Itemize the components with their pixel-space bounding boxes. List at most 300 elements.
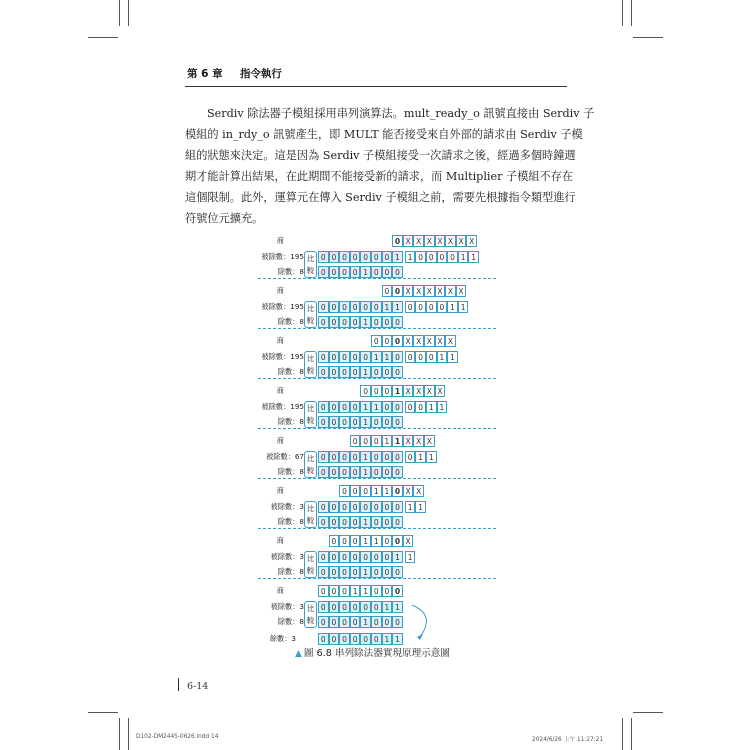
dividend-bit: 1	[426, 401, 437, 413]
divisor-bit: 0	[339, 416, 350, 428]
compare-bracket	[304, 551, 317, 578]
compare-bracket	[304, 451, 317, 478]
body-line-3: 組的狀態來決定。這是因為 Serdiv 子模組接受一次請求之後，經過多個時鐘週	[185, 149, 576, 162]
dividend-bit: 0	[339, 251, 350, 263]
compare-label-top: 比	[306, 404, 315, 413]
body-paragraph	[185, 103, 595, 229]
caption-text: 圖 6.8 串列除法器實現原理示意圖	[303, 648, 450, 659]
quotient-bit: 1	[371, 535, 382, 547]
dividend-label: 被除數：195	[261, 252, 304, 261]
dividend-bit: 0	[382, 401, 393, 413]
chapter-number: 第 6 章	[187, 68, 223, 80]
dividend-bit: 0	[360, 501, 371, 513]
dividend-bit: 0	[371, 551, 382, 563]
remainder-bit: 1	[382, 633, 393, 645]
divisor-bit: 0	[329, 566, 340, 578]
divisor-bit: 0	[371, 366, 382, 378]
quotient-label: 商	[276, 286, 284, 295]
quotient-bit: 0	[382, 535, 393, 547]
quotient-bit: 0	[371, 435, 382, 447]
quotient-bit: 0	[371, 585, 382, 597]
body-line-2: 模組的 in_rdy_o 訊號產生，即 MULT 能否接受來自外部的請求由 Serdiv 子模	[185, 128, 583, 141]
quotient-bit: 0	[392, 535, 403, 547]
divisor-label: 除數：8	[277, 267, 304, 276]
dividend-bit: 1	[371, 401, 382, 413]
dividend-bit: 1	[458, 301, 469, 313]
step-separator	[258, 428, 496, 429]
dividend-label: 被除數：195	[261, 302, 304, 311]
divisor-bit: 0	[350, 316, 361, 328]
quotient-bit: X	[445, 235, 456, 247]
quotient-label: 商	[276, 536, 284, 545]
divisor-bit: 0	[329, 266, 340, 278]
dividend-bit: 0	[360, 551, 371, 563]
quotient-bit: 0	[350, 535, 361, 547]
dividend-bit: 0	[350, 301, 361, 313]
quotient-bit: X	[413, 435, 424, 447]
remainder-bit: 0	[339, 633, 350, 645]
compare-bracket	[304, 251, 317, 278]
divisor-bit: 0	[371, 616, 382, 628]
dividend-bit: 0	[350, 401, 361, 413]
remainder-label: 餘數：3	[269, 634, 296, 643]
quotient-bit: 1	[360, 585, 371, 597]
compare-label-bottom: 較	[306, 465, 315, 475]
dividend-bit: 0	[350, 551, 361, 563]
dividend-bit: 0	[339, 351, 350, 363]
compare-label-bottom: 較	[306, 415, 315, 425]
divisor-bit: 0	[318, 316, 329, 328]
divisor-bit: 0	[371, 566, 382, 578]
quotient-bit: 0	[360, 385, 371, 397]
divisor-bit: 0	[329, 616, 340, 628]
dividend-bit: 0	[382, 251, 393, 263]
divisor-bit: 1	[360, 266, 371, 278]
remainder-bit: 1	[392, 633, 403, 645]
dividend-bit: 0	[350, 501, 361, 513]
page-number: 6-14	[187, 681, 209, 692]
crop-mark-top-left-h	[88, 37, 118, 38]
dividend-bit: 0	[318, 451, 329, 463]
dividend-bit: 0	[392, 451, 403, 463]
dividend-bit: 0	[405, 301, 416, 313]
divisor-bit: 0	[382, 466, 393, 478]
quotient-label: 商	[276, 386, 284, 395]
divisor-label: 除數：8	[277, 517, 304, 526]
dividend-bit: 0	[339, 601, 350, 613]
quotient-bit: 1	[392, 435, 403, 447]
quotient-bit: X	[403, 385, 414, 397]
header-rule	[185, 86, 567, 87]
dividend-bit: 1	[392, 551, 403, 563]
quotient-bit: X	[466, 235, 477, 247]
quotient-label: 商	[276, 436, 284, 445]
quotient-bit: 0	[350, 485, 361, 497]
dividend-bit: 0	[405, 451, 416, 463]
footer-timestamp: 2024/6/26 上午 11:27:21	[532, 737, 604, 743]
body-line-6: 符號位元擴充。	[185, 212, 264, 225]
remainder-bit: 0	[318, 633, 329, 645]
dividend-bit: 1	[447, 301, 458, 313]
dividend-bit: 0	[329, 601, 340, 613]
dividend-bit: 0	[405, 351, 416, 363]
dividend-bit: 0	[426, 351, 437, 363]
quotient-bit: 0	[392, 485, 403, 497]
quotient-bit: 0	[371, 335, 382, 347]
quotient-label: 商	[276, 486, 284, 495]
dividend-label: 被除數：3	[270, 602, 304, 611]
dividend-bit: 0	[360, 601, 371, 613]
dividend-bit: 0	[329, 351, 340, 363]
divisor-bit: 0	[392, 416, 403, 428]
divisor-bit: 0	[371, 516, 382, 528]
quotient-bit: 0	[329, 535, 340, 547]
quotient-bit: 0	[339, 585, 350, 597]
serial-divider-diagram	[250, 230, 500, 660]
crop-mark-top-left-v2	[128, 0, 129, 26]
dividend-bit: 0	[350, 351, 361, 363]
dividend-bit: 1	[360, 401, 371, 413]
divisor-label: 除數：8	[277, 317, 304, 326]
divisor-bit: 1	[360, 416, 371, 428]
divisor-bit: 0	[318, 516, 329, 528]
divisor-label: 除數：8	[277, 617, 304, 626]
quotient-bit: 0	[382, 385, 393, 397]
quotient-label: 商	[276, 586, 284, 595]
divisor-bit: 1	[360, 466, 371, 478]
dividend-bit: 0	[318, 251, 329, 263]
dividend-bit: 1	[371, 351, 382, 363]
dividend-bit: 0	[339, 401, 350, 413]
dividend-bit: 1	[382, 301, 393, 313]
quotient-bit: 1	[360, 535, 371, 547]
quotient-bit: 0	[392, 335, 403, 347]
crop-mark-top-right-v2	[631, 0, 632, 26]
dividend-label: 被除數：67	[266, 452, 304, 461]
dividend-bit: 0	[371, 501, 382, 513]
dividend-bit: 1	[392, 251, 403, 263]
dividend-bit: 0	[415, 351, 426, 363]
quotient-bit: 0	[350, 435, 361, 447]
compare-bracket	[304, 401, 317, 428]
dividend-bit: 0	[437, 251, 448, 263]
quotient-bit: X	[456, 285, 467, 297]
quotient-bit: X	[413, 285, 424, 297]
step-separator	[258, 278, 496, 279]
dividend-bit: 0	[426, 301, 437, 313]
dividend-bit: 0	[415, 251, 426, 263]
step-separator	[258, 378, 496, 379]
quotient-bit: X	[403, 335, 414, 347]
quotient-bit: X	[435, 285, 446, 297]
divisor-bit: 0	[350, 466, 361, 478]
dividend-bit: 1	[405, 551, 416, 563]
dividend-bit: 0	[339, 501, 350, 513]
dividend-bit: 0	[339, 301, 350, 313]
remainder-bit: 0	[329, 633, 340, 645]
quotient-bit: X	[424, 335, 435, 347]
quotient-bit: 1	[382, 435, 393, 447]
dividend-bit: 0	[371, 451, 382, 463]
step-separator	[258, 478, 496, 479]
compare-bracket	[304, 351, 317, 378]
divisor-bit: 0	[392, 316, 403, 328]
divisor-bit: 0	[318, 366, 329, 378]
step-separator	[258, 578, 496, 579]
dividend-bit: 1	[392, 601, 403, 613]
remainder-bit: 0	[350, 633, 361, 645]
dividend-bit: 1	[415, 501, 426, 513]
page-number-bar	[178, 678, 179, 691]
divisor-bit: 0	[339, 566, 350, 578]
divisor-bit: 0	[339, 466, 350, 478]
divisor-bit: 0	[382, 416, 393, 428]
dividend-bit: 0	[437, 301, 448, 313]
quotient-bit: 0	[339, 485, 350, 497]
dividend-bit: 0	[339, 551, 350, 563]
compare-label-bottom: 較	[306, 265, 315, 275]
quotient-bit: 0	[371, 385, 382, 397]
divisor-bit: 1	[360, 616, 371, 628]
dividend-bit: 0	[371, 601, 382, 613]
quotient-bit: 0	[360, 435, 371, 447]
divisor-bit: 0	[382, 266, 393, 278]
divisor-bit: 0	[392, 466, 403, 478]
dividend-label: 被除數：3	[270, 552, 304, 561]
dividend-bit: 0	[329, 501, 340, 513]
divisor-bit: 1	[360, 316, 371, 328]
crop-mark-bottom-right-h	[633, 712, 663, 713]
divisor-bit: 0	[392, 366, 403, 378]
dividend-bit: 0	[360, 301, 371, 313]
compare-label-bottom: 較	[306, 515, 315, 525]
divisor-label: 除數：8	[277, 367, 304, 376]
dividend-bit: 0	[360, 351, 371, 363]
quotient-bit: 0	[360, 485, 371, 497]
divisor-label: 除數：8	[277, 467, 304, 476]
dividend-bit: 0	[371, 251, 382, 263]
divisor-bit: 0	[339, 516, 350, 528]
dividend-bit: 0	[329, 451, 340, 463]
divisor-bit: 0	[350, 366, 361, 378]
compare-label-bottom: 較	[306, 565, 315, 575]
dividend-bit: 0	[339, 451, 350, 463]
dividend-bit: 0	[405, 401, 416, 413]
dividend-bit: 1	[382, 351, 393, 363]
quotient-bit: X	[424, 285, 435, 297]
divisor-bit: 0	[350, 616, 361, 628]
compare-bracket	[304, 301, 317, 328]
divisor-bit: 0	[329, 416, 340, 428]
dividend-bit: 0	[382, 451, 393, 463]
chapter-title: 指令執行	[239, 68, 282, 80]
dividend-bit: 0	[329, 401, 340, 413]
quotient-bit: X	[403, 235, 414, 247]
divisor-bit: 1	[360, 516, 371, 528]
divisor-bit: 0	[329, 516, 340, 528]
quotient-bit: 0	[392, 285, 403, 297]
divisor-bit: 0	[329, 316, 340, 328]
dividend-bit: 1	[382, 601, 393, 613]
dividend-bit: 0	[392, 351, 403, 363]
dividend-label: 被除數：3	[270, 502, 304, 511]
crop-mark-bottom-left-h	[88, 712, 118, 713]
quotient-label: 商	[276, 336, 284, 345]
dividend-bit: 0	[318, 601, 329, 613]
step-separator	[258, 328, 496, 329]
dividend-bit: 1	[437, 351, 448, 363]
dividend-bit: 0	[426, 251, 437, 263]
running-header	[187, 66, 282, 81]
quotient-bit: 1	[392, 385, 403, 397]
dividend-bit: 1	[468, 251, 479, 263]
dividend-bit: 0	[329, 251, 340, 263]
compare-label-top: 比	[306, 504, 315, 513]
crop-mark-bottom-left-v2	[128, 718, 129, 750]
quotient-bit: 0	[339, 535, 350, 547]
divisor-bit: 0	[350, 516, 361, 528]
quotient-bit: X	[435, 235, 446, 247]
divisor-bit: 1	[360, 366, 371, 378]
dividend-bit: 0	[329, 551, 340, 563]
divisor-bit: 0	[339, 266, 350, 278]
dividend-bit: 0	[382, 551, 393, 563]
quotient-bit: 1	[350, 585, 361, 597]
dividend-bit: 0	[447, 251, 458, 263]
crop-mark-top-right-v	[622, 0, 623, 26]
step-separator	[258, 528, 496, 529]
divisor-bit: 0	[318, 616, 329, 628]
divisor-bit: 0	[350, 566, 361, 578]
body-line-5: 這個限制。此外，運算元在傳入 Serdiv 子模組之前，需要先根據指令類型進行	[185, 191, 576, 204]
divisor-bit: 0	[371, 416, 382, 428]
divisor-bit: 0	[382, 366, 393, 378]
divisor-label: 除數：8	[277, 567, 304, 576]
quotient-bit: X	[435, 385, 446, 397]
crop-mark-top-left-v	[119, 0, 120, 26]
crop-mark-top-right-h	[633, 37, 663, 38]
dividend-bit: 0	[350, 601, 361, 613]
divisor-bit: 0	[371, 316, 382, 328]
remainder-bit: 0	[371, 633, 382, 645]
dividend-label: 被除數：195	[261, 402, 304, 411]
divisor-bit: 0	[350, 266, 361, 278]
divisor-bit: 0	[318, 266, 329, 278]
dividend-bit: 0	[415, 301, 426, 313]
quotient-bit: X	[456, 235, 467, 247]
divisor-bit: 0	[350, 416, 361, 428]
divisor-bit: 0	[392, 516, 403, 528]
quotient-bit: 1	[371, 485, 382, 497]
dividend-bit: 0	[371, 301, 382, 313]
quotient-bit: X	[413, 485, 424, 497]
divisor-bit: 0	[318, 416, 329, 428]
quotient-bit: X	[445, 285, 456, 297]
quotient-bit: X	[413, 385, 424, 397]
divisor-bit: 0	[339, 616, 350, 628]
dividend-bit: 1	[437, 401, 448, 413]
caption-triangle-icon: ▲	[295, 649, 302, 659]
remainder-arrow	[412, 605, 426, 637]
quotient-bit: X	[403, 535, 414, 547]
body-line-1: Serdiv 除法器子模組採用串列演算法。mult_ready_o 訊號直接由 Serdiv 子	[207, 107, 595, 120]
divisor-bit: 0	[329, 466, 340, 478]
dividend-bit: 1	[458, 251, 469, 263]
crop-mark-bottom-right-v	[622, 718, 623, 750]
divisor-bit: 0	[371, 266, 382, 278]
divisor-label: 除數：8	[277, 417, 304, 426]
dividend-bit: 1	[405, 251, 416, 263]
dividend-bit: 1	[392, 301, 403, 313]
compare-bracket	[304, 601, 317, 628]
divisor-bit: 1	[360, 566, 371, 578]
quotient-bit: 0	[382, 585, 393, 597]
divisor-bit: 0	[371, 466, 382, 478]
dividend-bit: 0	[318, 301, 329, 313]
remainder-arrowhead	[417, 634, 423, 640]
dividend-bit: 0	[350, 451, 361, 463]
body-line-4: 期才能計算出結果，在此期間不能接受新的請求，而 Multiplier 子模組不存在	[185, 170, 574, 183]
dividend-bit: 0	[360, 251, 371, 263]
dividend-bit: 1	[447, 351, 458, 363]
crop-mark-bottom-right-v2	[631, 718, 632, 750]
quotient-bit: X	[403, 435, 414, 447]
quotient-bit: X	[413, 235, 424, 247]
compare-label-top: 比	[306, 554, 315, 563]
dividend-bit: 1	[405, 501, 416, 513]
compare-label-bottom: 較	[306, 615, 315, 625]
compare-label-top: 比	[306, 454, 315, 463]
compare-label-top: 比	[306, 304, 315, 313]
dividend-bit: 1	[415, 451, 426, 463]
dividend-bit: 0	[350, 251, 361, 263]
divisor-bit: 0	[339, 316, 350, 328]
quotient-bit: X	[424, 235, 435, 247]
quotient-bit: X	[445, 335, 456, 347]
compare-label-top: 比	[306, 604, 315, 613]
quotient-bit: X	[413, 335, 424, 347]
divisor-bit: 0	[392, 266, 403, 278]
divisor-bit: 0	[382, 616, 393, 628]
footer-file: D102-DM2445-0626.indd 14	[136, 734, 219, 740]
divisor-bit: 0	[318, 466, 329, 478]
quotient-bit: 1	[382, 485, 393, 497]
divisor-bit: 0	[382, 516, 393, 528]
compare-label-top: 比	[306, 254, 315, 263]
quotient-bit: 0	[382, 285, 393, 297]
quotient-bit: 0	[392, 585, 403, 597]
quotient-bit: X	[403, 485, 414, 497]
divisor-bit: 0	[392, 566, 403, 578]
quotient-bit: 0	[318, 585, 329, 597]
dividend-bit: 0	[318, 401, 329, 413]
quotient-bit: 0	[392, 235, 403, 247]
compare-bracket	[304, 501, 317, 528]
divisor-bit: 0	[318, 566, 329, 578]
dividend-label: 被除數：195	[261, 352, 304, 361]
compare-label-bottom: 較	[306, 315, 315, 325]
dividend-bit: 0	[318, 351, 329, 363]
quotient-label: 商	[276, 236, 284, 245]
quotient-bit: 0	[382, 335, 393, 347]
quotient-bit: X	[435, 335, 446, 347]
quotient-bit: X	[403, 285, 414, 297]
divisor-bit: 0	[382, 566, 393, 578]
dividend-bit: 0	[392, 401, 403, 413]
divisor-bit: 0	[329, 366, 340, 378]
dividend-bit: 0	[318, 551, 329, 563]
crop-mark-bottom-left-v	[119, 718, 120, 750]
